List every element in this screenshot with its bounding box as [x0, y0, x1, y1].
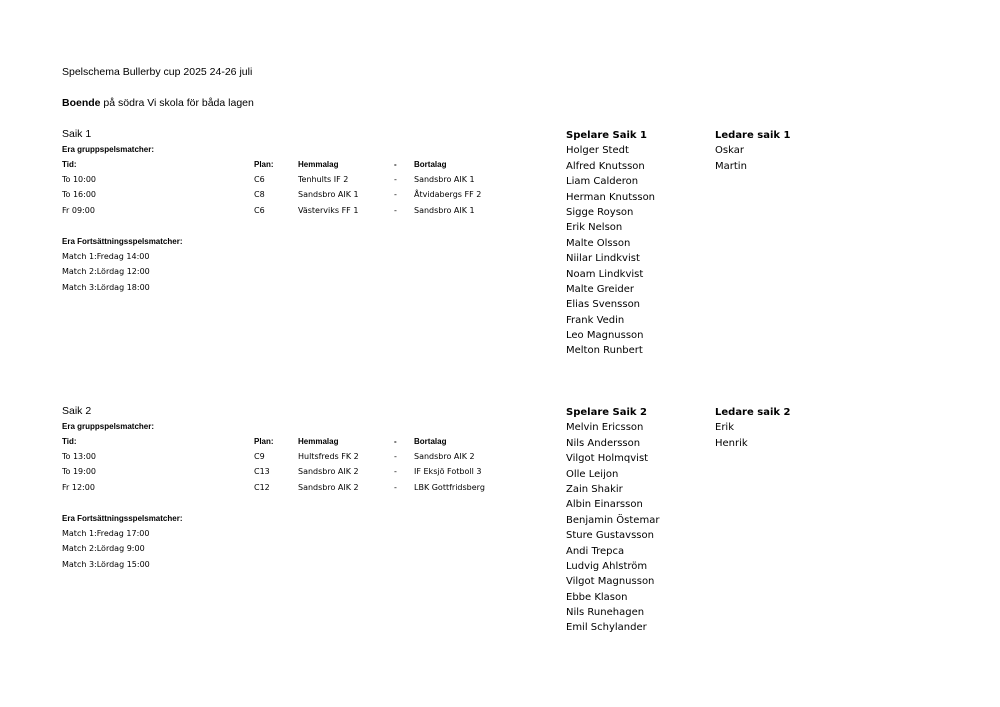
player-name: Holger Stedt — [566, 145, 629, 157]
continuation-games-heading: Era Fortsättningsspelsmatcher: — [62, 514, 183, 523]
column-away: Bortalag — [414, 437, 447, 446]
accommodation-label: Boende — [62, 97, 101, 109]
player-name: Sture Gustavsson — [566, 530, 654, 542]
group-games-heading: Era gruppspelsmatcher: — [62, 422, 155, 431]
player-name: Melton Runbert — [566, 345, 643, 357]
player-name: Albin Einarsson — [566, 499, 643, 511]
match-dash: - — [394, 206, 397, 215]
match-dash: - — [394, 175, 397, 184]
match-time: Fr 09:00 — [62, 206, 95, 215]
column-pitch: Plan: — [254, 160, 274, 169]
match-away: IF Eksjö Fotboll 3 — [414, 467, 482, 476]
column-dash: - — [394, 160, 397, 169]
match-home: Västerviks FF 1 — [298, 206, 359, 215]
player-name: Elias Svensson — [566, 299, 641, 311]
leaders-heading: Ledare saik 1 — [715, 130, 791, 141]
match-pitch: C13 — [254, 467, 270, 476]
column-home: Hemmalag — [298, 160, 339, 169]
match-home: Hultsfreds FK 2 — [298, 452, 359, 461]
player-name: Niilar Lindkvist — [566, 253, 640, 265]
team-name: Saik 1 — [62, 128, 92, 140]
match-time: To 10:00 — [62, 175, 97, 184]
group-games-heading: Era gruppspelsmatcher: — [62, 145, 155, 154]
continuation-match: Match 1:Fredag 17:00 — [62, 529, 150, 538]
player-name: Malte Olsson — [566, 237, 631, 249]
player-name: Melvin Ericsson — [566, 422, 644, 434]
column-away: Bortalag — [414, 160, 447, 169]
match-away: Sandsbro AIK 1 — [414, 206, 475, 215]
column-time: Tid: — [62, 160, 77, 169]
player-name: Olle Leijon — [566, 468, 619, 480]
column-home: Hemmalag — [298, 437, 339, 446]
leaders-list — [715, 405, 790, 451]
match-dash: - — [394, 190, 397, 199]
player-name: Ebbe Klason — [566, 591, 628, 603]
leader-name: Martin — [715, 160, 747, 172]
player-name: Frank Vedin — [566, 314, 625, 326]
continuation-match: Match 3:Lördag 15:00 — [62, 560, 150, 569]
leaders-heading: Ledare saik 2 — [715, 407, 791, 418]
player-name: Alfred Knutsson — [566, 160, 645, 172]
leader-name: Erik — [715, 422, 734, 434]
match-away: Åtvidabergs FF 2 — [414, 190, 482, 199]
match-away: Sandsbro AIK 1 — [414, 175, 475, 184]
player-name: Erik Nelson — [566, 222, 623, 234]
match-pitch: C8 — [254, 190, 265, 199]
column-time: Tid: — [62, 437, 77, 446]
player-name: Vilgot Magnusson — [566, 576, 655, 588]
leaders-list — [715, 128, 790, 174]
match-dash: - — [394, 483, 397, 492]
player-name: Leo Magnusson — [566, 330, 644, 342]
match-pitch: C9 — [254, 452, 265, 461]
match-time: Fr 12:00 — [62, 483, 95, 492]
column-dash: - — [394, 437, 397, 446]
match-away: LBK Gottfridsberg — [414, 483, 485, 492]
match-home: Sandsbro AIK 1 — [298, 190, 359, 199]
match-pitch: C12 — [254, 483, 270, 492]
player-name: Malte Greider — [566, 283, 634, 295]
player-name: Emil Schylander — [566, 622, 647, 634]
accommodation-note — [62, 97, 254, 109]
player-name: Andi Trepca — [566, 545, 625, 557]
continuation-games-heading: Era Fortsättningsspelsmatcher: — [62, 237, 183, 246]
continuation-match: Match 2:Lördag 9:00 — [62, 544, 145, 553]
player-name: Nils Andersson — [566, 437, 641, 449]
leader-name: Oskar — [715, 145, 744, 157]
match-time: To 13:00 — [62, 452, 97, 461]
player-name: Nils Runehagen — [566, 607, 645, 619]
continuation-match: Match 1:Fredag 14:00 — [62, 252, 150, 261]
player-name: Benjamin Östemar — [566, 514, 660, 526]
team-name: Saik 2 — [62, 405, 92, 417]
match-dash: - — [394, 467, 397, 476]
match-home: Sandsbro AIK 2 — [298, 483, 359, 492]
match-home: Sandsbro AIK 2 — [298, 467, 359, 476]
match-time: To 19:00 — [62, 467, 97, 476]
continuation-match: Match 2:Lördag 12:00 — [62, 267, 150, 276]
player-name: Liam Calderon — [566, 176, 639, 188]
leader-name: Henrik — [715, 437, 748, 449]
match-pitch: C6 — [254, 175, 265, 184]
players-list — [566, 128, 655, 359]
continuation-match: Match 3:Lördag 18:00 — [62, 283, 150, 292]
team-section-saik-2 — [0, 405, 1000, 665]
players-list — [566, 405, 659, 636]
document-title: Spelschema Bullerby cup 2025 24-26 juli — [62, 66, 253, 78]
player-name: Sigge Royson — [566, 206, 634, 218]
match-away: Sandsbro AIK 2 — [414, 452, 475, 461]
column-pitch: Plan: — [254, 437, 274, 446]
match-dash: - — [394, 452, 397, 461]
player-name: Zain Shakir — [566, 483, 623, 495]
accommodation-text: på södra Vi skola för båda lagen — [100, 97, 254, 109]
player-name: Vilgot Holmqvist — [566, 453, 649, 465]
match-home: Tenhults IF 2 — [298, 175, 349, 184]
players-heading: Spelare Saik 1 — [566, 130, 647, 141]
team-section-saik-1 — [0, 128, 1000, 388]
match-time: To 16:00 — [62, 190, 97, 199]
player-name: Herman Knutsson — [566, 191, 656, 203]
players-heading: Spelare Saik 2 — [566, 407, 647, 418]
player-name: Noam Lindkvist — [566, 268, 644, 280]
player-name: Ludvig Ahlström — [566, 560, 648, 572]
match-pitch: C6 — [254, 206, 265, 215]
